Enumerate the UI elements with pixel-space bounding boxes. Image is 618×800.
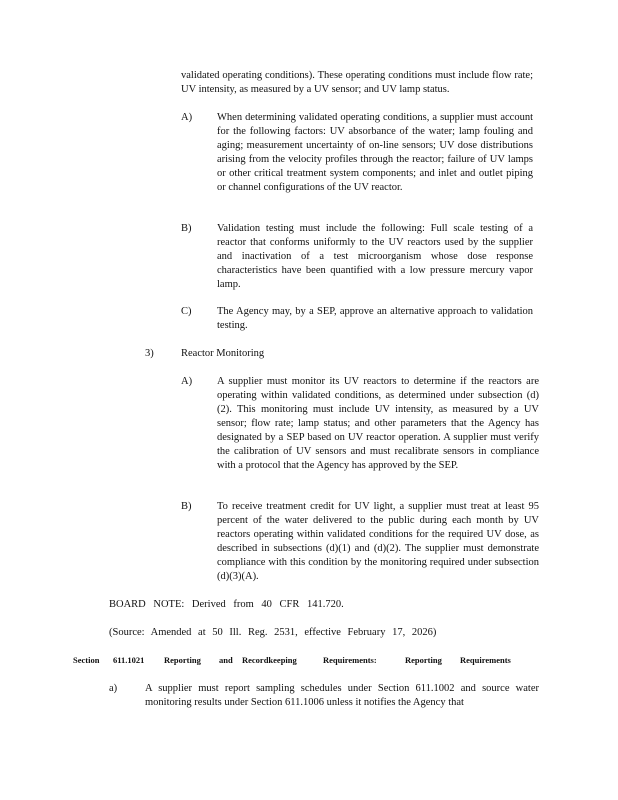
item-3a-text: A supplier must monitor its UV reactors to determine if the reactors are operating within validated conditions, as determined under subsection (d)(2). This monitoring must include UV intensity, as measured by a UV sensor; flow rate; lamp status; and other parameters that the Agency has designated by a SEP based on UV reactor operation. A supplier must verify the calibration of UV sensors and must recalibrate sensors in compliance with a protocol that the Agency has approved by the SEP. — [217, 376, 539, 471]
item-3b-marker: B) — [181, 501, 192, 512]
item-a-marker: A) — [181, 112, 193, 123]
section-label: Section — [73, 655, 100, 665]
item-b-text: Validation testing must include the following: Full scale testing of a reactor that conforms uniformly to the UV reactors used by the supplier and inactivation of a test microorganism whose dose response characteristics have been quantified with a low pressure mercury vapor lamp. — [217, 223, 533, 290]
heading-word: Requirements — [460, 655, 511, 665]
heading-word: and — [219, 655, 233, 665]
section-heading — [73, 653, 513, 667]
item-3b-text: To receive treatment credit for UV light, a supplier must treat at least 95 percent of the water delivered to the public during each month by UV reactors operating within validated conditions for the required UV dose, as described in subsections (d)(1) and (d)(2). The supplier must demonstrate compliance with this condition by the monitoring required under subsection (d)(3)(A). — [217, 501, 539, 582]
section-number: 611.1021 — [113, 655, 145, 665]
heading-word: Requirements: — [323, 655, 377, 665]
para-a-text: A supplier must report sampling schedules under Section 611.1002 and source water monitoring results under Section 611.1006 unless it notifies the Agency that — [145, 683, 539, 708]
heading-word: Reporting — [405, 655, 442, 665]
heading-word: Recordkeeping — [242, 655, 297, 665]
item-3-marker: 3) — [145, 348, 154, 359]
item-c-text: The Agency may, by a SEP, approve an alternative approach to validation testing. — [217, 306, 533, 331]
item-a-text: When determining validated operating conditions, a supplier must account for the following factors: UV absorbance of the water; lamp fouling and aging; measurement uncertainty of on-line sensors; UV dose distributions arising from the velocity profiles through the reactor; failure of UV lamps or other critical treatment system components; and inlet and outlet piping or channel configurations of the UV reactor. — [217, 112, 533, 193]
heading-word: Reporting — [164, 655, 201, 665]
source-note: (Source: Amended at 50 Ill. Reg. 2531, effective February 17, 2026) — [109, 627, 437, 638]
item-3-title: Reactor Monitoring — [181, 348, 265, 359]
para-a-marker: a) — [109, 683, 118, 694]
board-note: BOARD NOTE: Derived from 40 CFR 141.720. — [109, 599, 344, 610]
intro-paragraph: validated operating conditions). These operating conditions must include flow rate; UV intensity, as measured by a UV sensor; and UV lamp status. — [181, 70, 533, 95]
item-b-marker: B) — [181, 223, 192, 234]
item-c-marker: C) — [181, 306, 192, 317]
item-3a-marker: A) — [181, 376, 193, 387]
